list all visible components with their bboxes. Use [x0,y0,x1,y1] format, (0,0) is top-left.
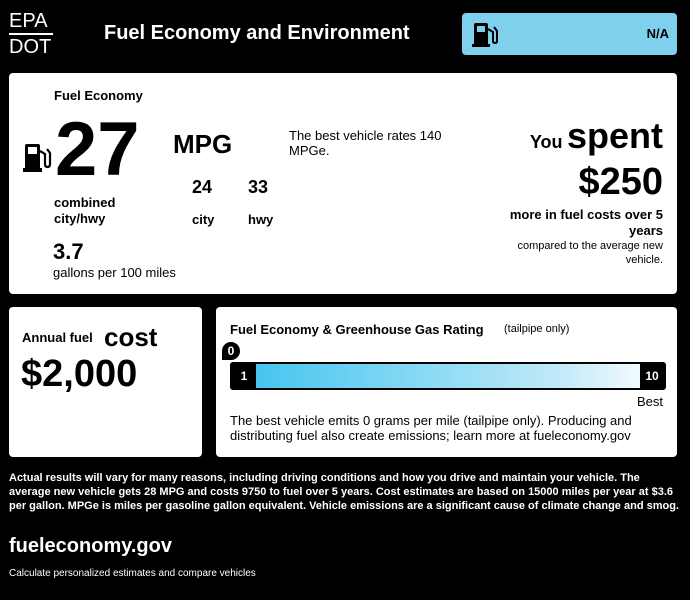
hwy-label: hwy [248,212,274,227]
label-header [0,0,690,64]
fueleconomy-link[interactable]: fueleconomy.gov [9,535,172,557]
fuel-economy-label: Fuel Economy [54,88,143,103]
agency-dot: DOT [9,36,52,58]
scale-max: 10 [640,364,664,388]
fuel-pump-icon [22,141,52,173]
scale-min: 1 [232,364,256,388]
hwy-mpg: 33 [248,177,269,197]
more-costs-text: more in fuel costs over 5 years [509,207,663,238]
rating-marker-value: 0 [222,342,240,360]
city-label: city [192,212,215,227]
fuel-type-box [462,13,677,55]
city-mpg: 24 [192,177,213,197]
fuel-pump-icon [470,19,500,49]
best-label: Best [636,394,663,409]
gallons-value: 3.7 [53,239,84,264]
ghg-title: Fuel Economy & Greenhouse Gas Rating [230,322,484,337]
you-spent-heading [530,115,663,157]
disclaimer-text: Actual results will vary for many reasons, including driving conditions and how you drive and maintain your vehicle. The average new vehicle gets 28 MPG and costs 9750 to fuel over 5 years. Cost estimates are based on 15000 miles per year at $3.6 per gallon. MPGe is miles per gasoline gallon equivalent. Vehicle emissions are a significant cause of climate change and smog. [9,472,679,512]
site-subtext: Calculate personalized estimates and compare vehicles [9,568,256,579]
fuel-economy-panel [9,73,677,294]
fuel-type-value: N/A [646,26,669,41]
annual-cost-amount: $2,000 [21,353,138,395]
agency-epa: EPA [9,10,53,35]
label-title: Fuel Economy and Environment [104,22,410,44]
you-word: You [529,132,563,152]
compared-text: compared to the average new vehicle. [517,240,663,266]
ghg-rating-panel [216,307,677,457]
annual-fuel-label: Annual fuel [22,330,93,345]
epa-dot-logo [9,10,53,58]
spent-word: spent [566,115,663,156]
best-vehicle-rating: The best vehicle rates 140 MPGe. [289,128,442,158]
combined-label: combined city/hwy [54,195,116,226]
cost-word: cost [104,322,158,352]
ghg-note: The best vehicle emits 0 grams per mile (tailpipe only). Producing and distributing fuel also create emissions; learn more at fueleconomy.gov [230,413,632,443]
ghg-subtitle: (tailpipe only) [504,323,570,335]
rating-marker [222,342,240,364]
fuel-cost-difference: $250 [578,161,663,203]
annual-cost-panel [9,307,202,457]
rating-scale-bar [230,362,666,390]
mpg-unit: MPG [173,129,233,159]
combined-mpg: 27 [55,107,140,192]
gallons-label: gallons per 100 miles [53,265,176,280]
